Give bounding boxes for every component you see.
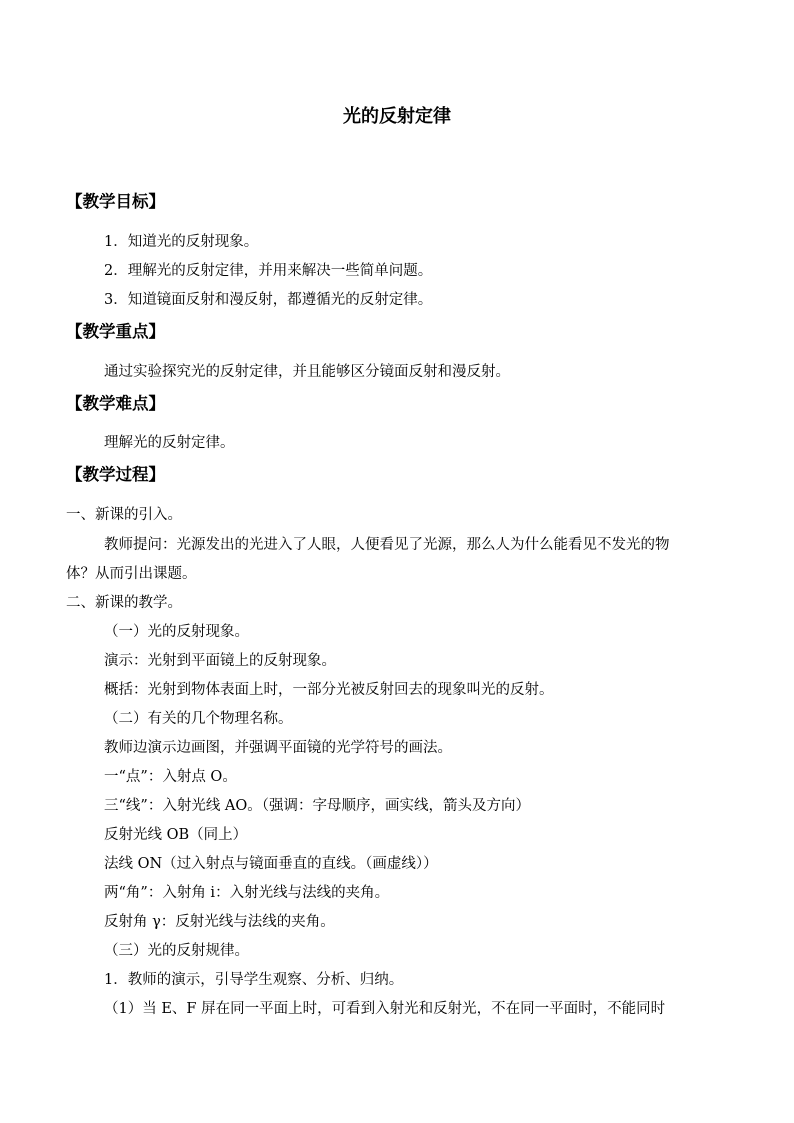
document-title: 光的反射定律 (343, 106, 451, 127)
goal-item-3: 3．知道镜面反射和漫反射，都遵循光的反射定律。 (104, 292, 433, 308)
intro-title: 一、新课的引入。 (66, 507, 182, 523)
goal-item-2: 2．理解光的反射定律，并用来解决一些简单问题。 (104, 263, 433, 279)
key-points-heading: 【教学重点】 (66, 322, 165, 341)
sub2-reflect-angle: 反射角 γ：反射光线与法线的夹角。 (104, 914, 335, 930)
sub2-intro: 教师边演示边画图，并强调平面镜的光学符号的画法。 (104, 740, 452, 756)
sub1-title: （一）光的反射现象。 (104, 624, 249, 640)
sub2-normal: 法线 ON（过入射点与镜面垂直的直线。（画虚线）） (104, 856, 438, 872)
sub2-angles: 两“角”：入射角 i：入射光线与法线的夹角。 (104, 885, 390, 901)
key-points-text: 通过实验探究光的反射定律，并且能够区分镜面反射和漫反射。 (104, 364, 510, 380)
process-heading: 【教学过程】 (66, 465, 165, 484)
goals-heading: 【教学目标】 (66, 192, 165, 211)
difficulties-heading: 【教学难点】 (66, 394, 165, 413)
teaching-title: 二、新课的教学。 (66, 595, 182, 611)
goal-item-1: 1．知道光的反射现象。 (104, 234, 259, 250)
intro-text-line-1: 教师提问：光源发出的光进入了人眼，人便看见了光源，那么人为什么能看见不发光的物 (104, 537, 670, 553)
difficulties-text: 理解光的反射定律。 (104, 435, 235, 451)
sub3-title: （三）光的反射规律。 (104, 943, 249, 959)
sub3-item-1: 1．教师的演示，引导学生观察、分析、归纳。 (104, 972, 404, 988)
intro-text-line-2: 体？从而引出课题。 (66, 566, 197, 582)
sub2-reflect-line: 反射光线 OB（同上） (104, 827, 248, 843)
sub2-point: 一“点”：入射点 O。 (104, 769, 237, 785)
sub2-title: （二）有关的几个物理名称。 (104, 711, 293, 727)
sub2-lines: 三“线”：入射光线 AO。（强调：字母顺序，画实线，箭头及方向） (104, 798, 531, 814)
sub1-demo: 演示：光射到平面镜上的反射现象。 (104, 653, 336, 669)
sub3-item-1-1: （1）当 E、F 屏在同一平面上时，可看到入射光和反射光，不在同一平面时，不能同时 (104, 1001, 666, 1017)
sub1-summary: 概括：光射到物体表面上时，一部分光被反射回去的现象叫光的反射。 (104, 682, 554, 698)
